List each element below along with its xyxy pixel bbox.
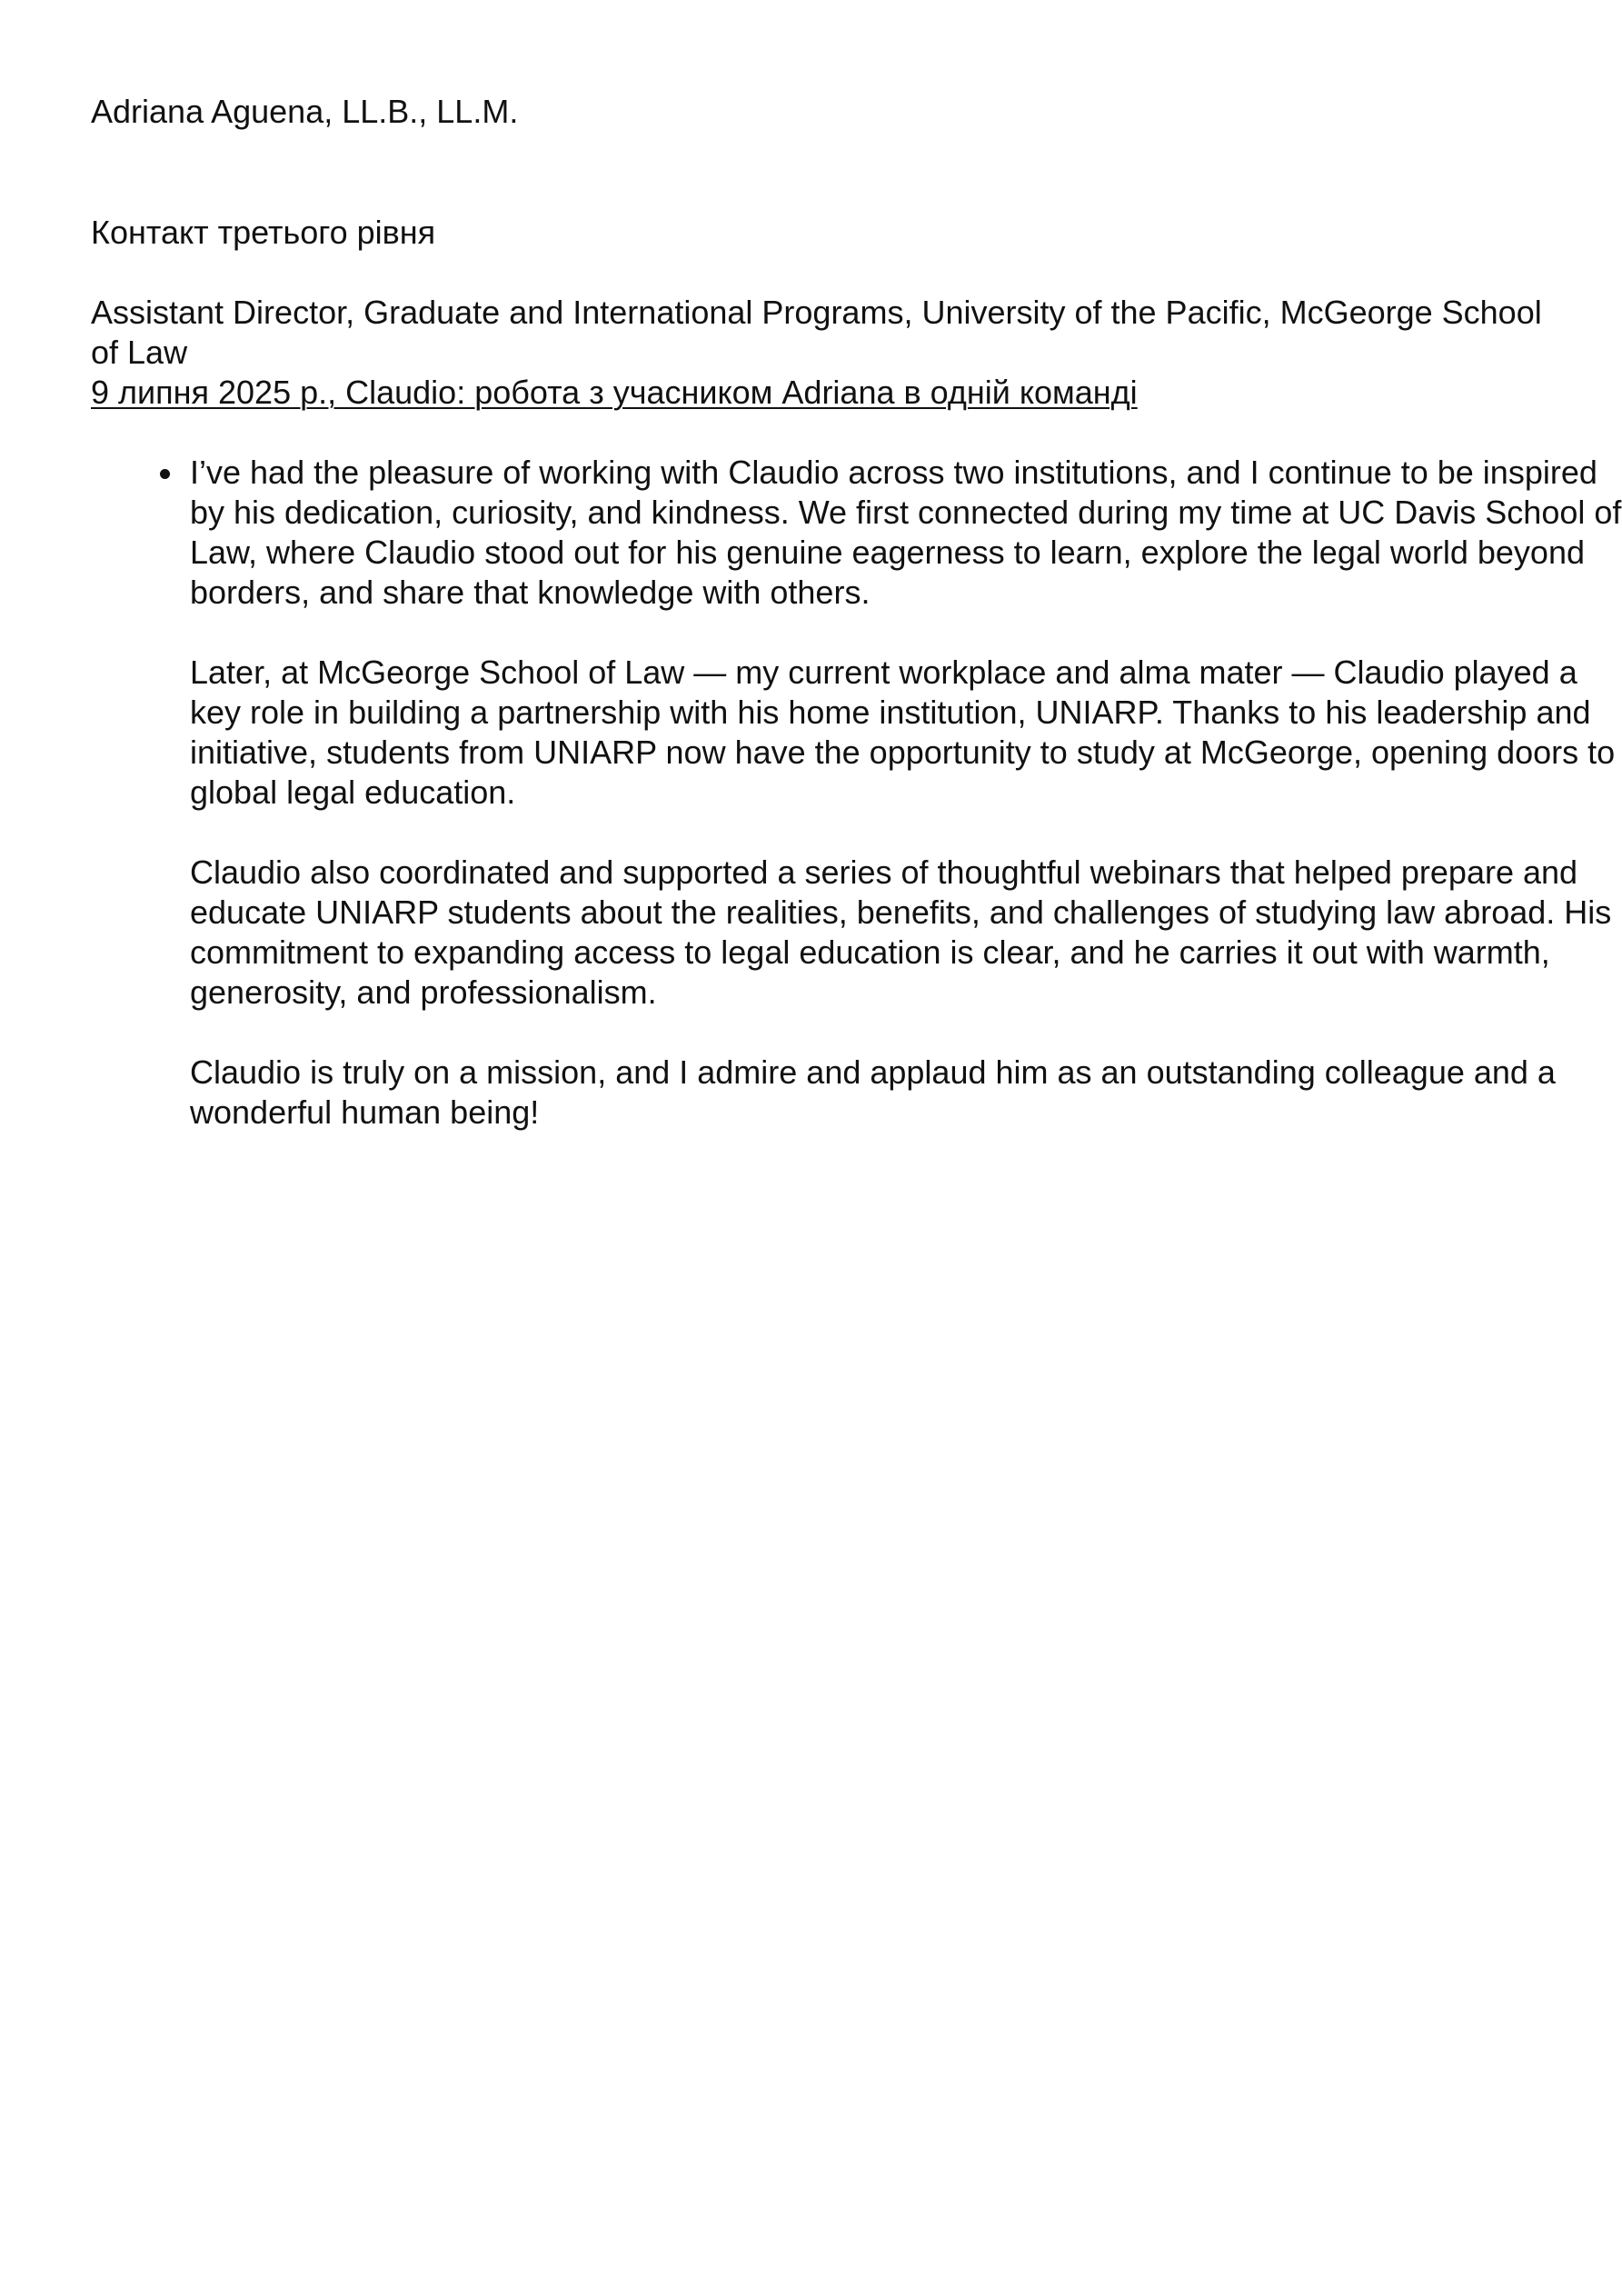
recommendation-relation-link[interactable]: 9 липня 2025 р., Claudio: робота з учасником Adriana в одній команді [91,374,1138,411]
recommendation-paragraph-2: Later, at McGeorge School of Law — my current workplace and alma mater — Claudio played a key role in building a partnership with his home institution, UNIARP. Thanks to his leadership and initiative, students from UNIARP now have the opportunity to study at McGeorge, opening doors to global legal education. [190,654,1616,811]
recommendation-item [91,453,1622,1133]
bullet-dot-icon [160,469,170,479]
recommendation-paragraph-3: Claudio also coordinated and supported a series of thoughtful webinars that helped prepare and educate UNIARP students about the realities, benefits, and challenges of studying law abroad. His commitment to expanding access to legal education is clear, and he carries it out with warmth, generosity, and professionalism. [190,854,1612,1011]
recommendation-paragraph-1: I’ve had the pleasure of working with Claudio across two institutions, and I continue to be inspired by his dedication, curiosity, and kindness. We first connected during my time at UC Davis School of Law, where Claudio stood out for his genuine eagerness to learn, explore the legal world beyond borders, and share that knowledge with others. [190,454,1622,611]
recommendation-list [91,453,1622,1133]
recommendation-paragraph-4: Claudio is truly on a mission, and I admire and applaud him as an outstanding colleague and a wonderful human being! [190,1053,1556,1131]
recommender-name[interactable]: Adriana Aguena, LL.B., LL.M. [91,93,519,130]
recommender-headline: Assistant Director, Graduate and International Programs, University of the Pacific, McGeorge School of Law [91,294,1542,371]
connection-degree: Контакт третього рівня [91,214,436,251]
